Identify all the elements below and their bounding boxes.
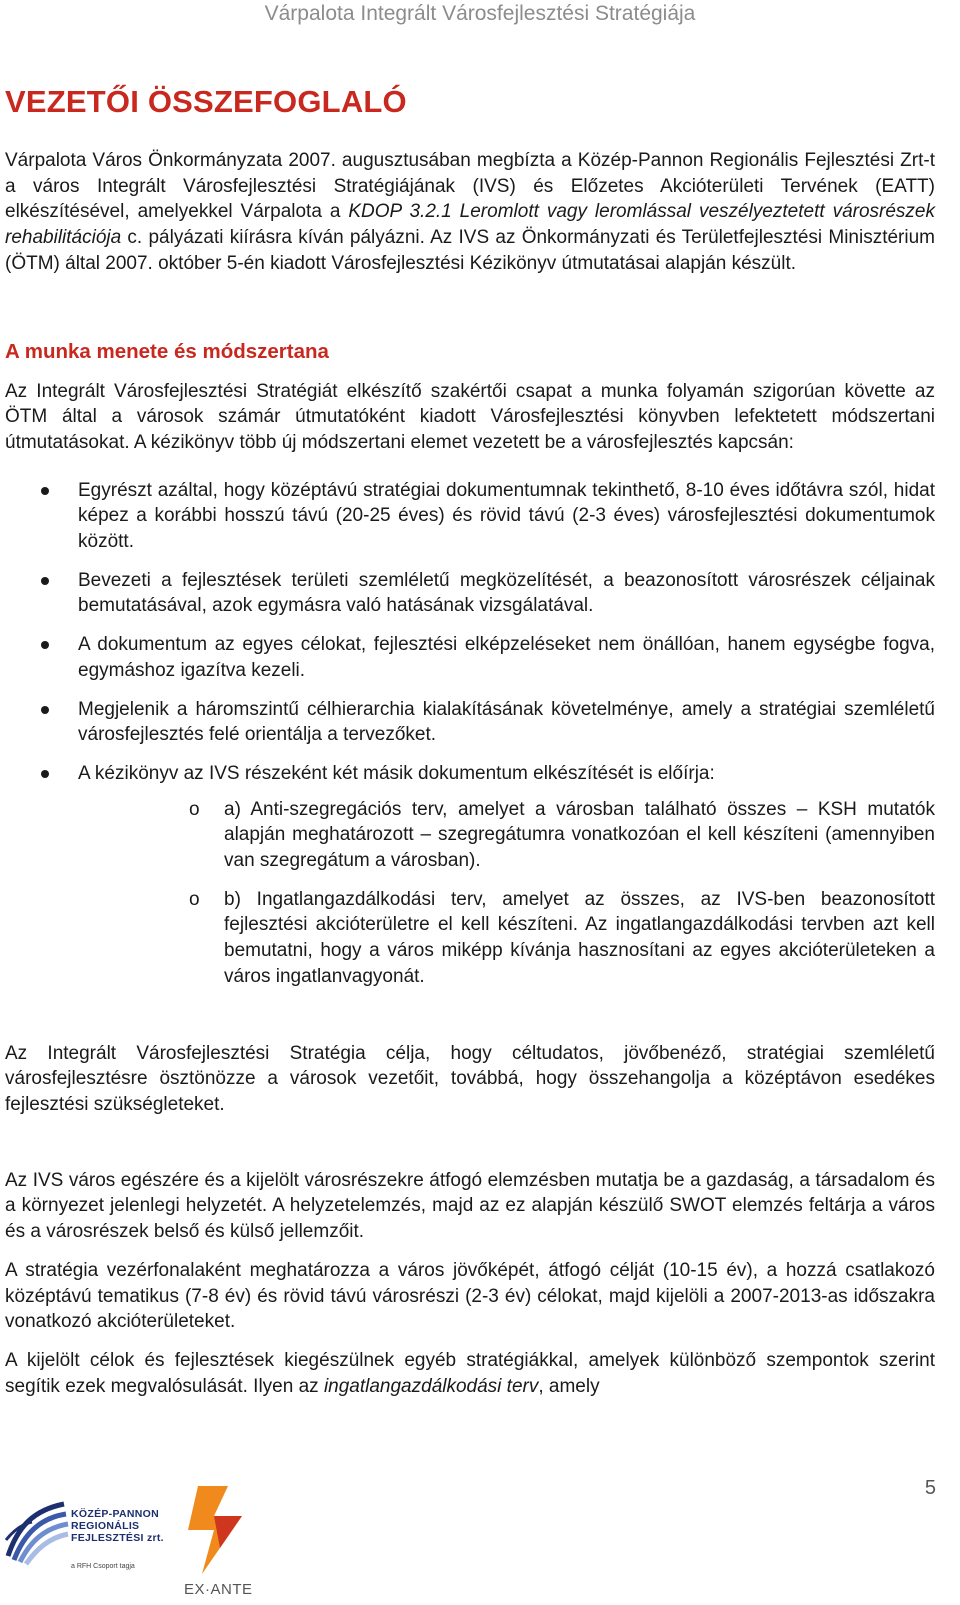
bullet-icon — [41, 770, 49, 778]
bullet-icon — [41, 706, 49, 714]
body-paragraph: Az IVS város egészére és a kijelölt városrészekre átfogó elemzésben mutatja be a gazdaság, a társadalom és a környezet jelenlegi helyzetét. A helyzetelemzés, majd az ez alapján készülő SWOT elemzés feltárja a város és a városrészek belső és külső jellemzőit. — [5, 1169, 935, 1243]
exante-logo-text: EX·ANTE — [184, 1581, 253, 1598]
section-heading: A munka menete és módszertana — [5, 339, 329, 363]
bullet-icon — [41, 487, 49, 495]
exante-emblem-icon — [180, 1478, 260, 1578]
goal-paragraph: Az Integrált Városfejlesztési Stratégia célja, hogy céltudatos, jövőbenéző, stratégiai szemléletű városfejlesztésre ösztönözze a városok vezetőit, továbbá, hogy összehangolja a középtávon esedékes fejlesztési szükségleteket. — [5, 1042, 935, 1115]
intro-paragraph: Várpalota Város Önkormányzata 2007. augusztusában megbízta a Közép-Pannon Regionális Fejlesztési Zrt-t a város Integrált Városfejlesztési Stratégiájának (IVS) és Előzetes Akcióterületi Tervének (EATT) elkészítésével, amelyekkel Várpalota a KDOP 3.2.1 Leromlott vagy leromlással veszélyeztetett városrészek rehabilitációja c. pályázati kiírásra kíván pályázni. Az IVS az Önkormányzati és Területfejlesztési Minisztérium (ÖTM) által 2007. október 5-én kiadott Városfejlesztési Kézikönyv útmutatásai alapján készült. — [5, 150, 936, 274]
page-number: 5 — [924, 1477, 936, 1499]
document-body — [5, 82, 935, 1399]
body-paragraph: A stratégia vezérfonalaként meghatározza a város jövőképét, átfogó célját (10-15 év), a hozzá csatlakozó középtávú tematikus (7-8 év) és rövid távú városrészi (2-3 év) célokat, majd kijelöli a 2007-2013-as időszakra vonatkozó akcióterületeket. — [5, 1259, 935, 1333]
sub-list-item: o b) Ingatlangazdálkodási terv, amelyet az összes, az IVS-ben beazonosított fejlesztési akcióterületre el kell készíteni. Az ingatlangazdálkodási tervben azt kell bemutatni, hogy a város miképp kívánja hasznosítani az egyes akcióterületeken a város ingatlanvagyonát. — [189, 888, 935, 987]
bullet-icon — [41, 577, 49, 585]
bullet-list — [5, 478, 935, 990]
footer-logos — [0, 1478, 960, 1605]
main-title: VEZETŐI ÖSSZEFOGLALÓ — [5, 84, 407, 119]
list-item: Egyrészt azáltal, hogy középtávú stratégiai dokumentumnak tekinthető, 8-10 éves időtávra szól, hidat képez a korábbi hosszú távú (20-25 éves) és rövid távú (2-3 éves) városfejlesztési dokumentumok között. — [5, 478, 935, 555]
list-item: Bevezeti a fejlesztések területi szemléletű megközelítését, a beazonosított városrészek céljainak bemutatásával, azok egymásra való hatásának vizsgálatával. — [5, 568, 935, 619]
sub-bullet-list — [78, 797, 935, 990]
last-paragraph: A kijelölt célok és fejlesztések kiegészülnek egyéb stratégiákkal, amelyek különböző szempontok szerint segítik ezek megvalósulását. Ilyen az ingatlangazdálkodási terv, amely — [5, 1349, 935, 1397]
kozep-pannon-logo-subtext: a RFH Csoport tagja — [71, 1563, 135, 1570]
bullet-icon — [41, 641, 49, 649]
list-item: A kézikönyv az IVS részeként két másik dokumentum elkészítését is előírja: o a) Anti-szegregációs terv, amelyet a városban található összes – KSH mutatók alapján meghatározott – szegregátumra vonatkozóan el kell készíteni (amennyiben van szegregátum a városban). o b) Ingatlangazdálkodási terv, amelyet az összes, az IVS-ben beazonosított fejlesztési akcióterületre el kell készíteni. Az ingatlangazdálkodási tervben azt kell bemutatni, hogy a város miképp kívánja hasznosítani az egyes akcióterületeken a város ingatlanvagyonát. — [5, 761, 935, 990]
circle-bullet-icon: o — [189, 798, 200, 820]
sub-list-item: o a) Anti-szegregációs terv, amelyet a városban található összes – KSH mutatók alapján meghatározott – szegregátumra vonatkozóan el kell készíteni (amennyiben van szegregátum a városban). — [189, 798, 935, 872]
list-item: A dokumentum az egyes célokat, fejlesztési elképzeléseket nem önállóan, hanem egységbe fogva, egymáshoz igazítva kezeli. — [5, 632, 935, 683]
exante-logo — [180, 1478, 260, 1603]
list-item: Megjelenik a háromszintű célhierarchia kialakításának követelménye, amely a stratégiai szemléletű városfejlesztés felé orientálja a tervezőket. — [5, 697, 935, 748]
kozep-pannon-logo — [4, 1496, 174, 1591]
running-header: Várpalota Integrált Városfejlesztési Stratégiája — [264, 2, 696, 25]
method-paragraph: Az Integrált Városfejlesztési Stratégiát elkészítő szakértői csapat a munka folyamán szigorúan követte az ÖTM által a városok számár útmutatóként kiadott Városfejlesztési könyvben lefektetett módszertani útmutatásokat. A kézikönyv több új módszertani elemet vezetett be a városfejlesztés kapcsán: — [5, 380, 935, 453]
circle-bullet-icon: o — [189, 888, 200, 910]
kozep-pannon-emblem-icon — [4, 1496, 70, 1566]
kozep-pannon-logo-text: KÖZÉP-PANNON REGIONÁLIS FEJLESZTÉSI zrt. — [71, 1508, 164, 1544]
